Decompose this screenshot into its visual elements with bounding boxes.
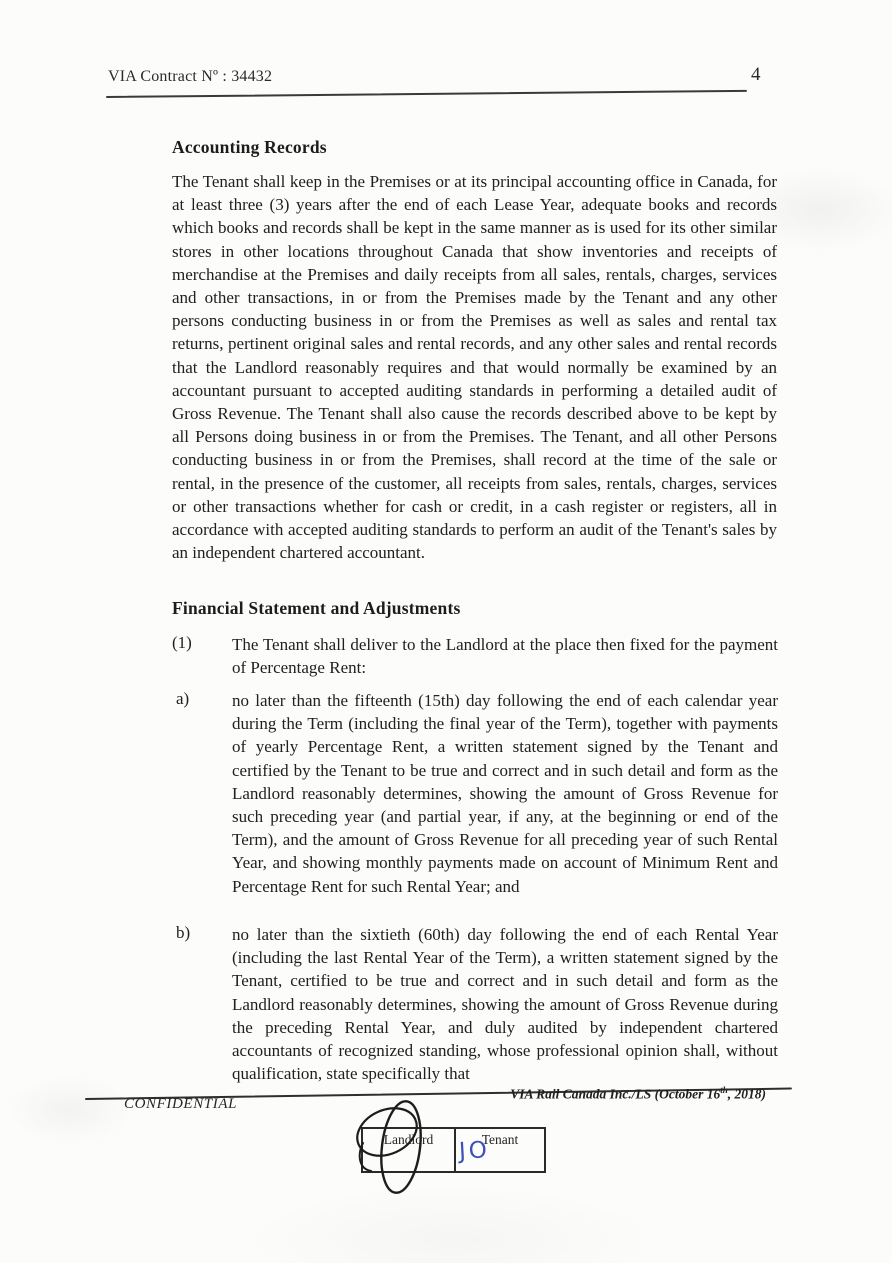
item-text-b: no later than the sixtieth (60th) day following the end of each Rental Year (including the last Rental Year of the Term), a written statement signed by the Tenant, certified to be true and correct and in such detail and form as the Landlord reasonably determines, showing the amount of Gross Revenue during the preceding Rental Year, and duly audited by independent chartered accountants of recognized standing, whose professional opinion shall, without qualification, state specifically that <box>232 925 778 1084</box>
confidential-label: CONFIDENTIAL <box>124 1096 238 1112</box>
section-heading-accounting-records: Accounting Records <box>172 137 327 157</box>
footer-credit-main: VIA Rail Canada Inc./LS (October 16 <box>510 1086 721 1102</box>
item-marker-1: (1) <box>172 633 192 652</box>
tenant-initials-handwriting: JO <box>458 1137 491 1165</box>
item-text-a: no later than the fifteenth (15th) day following the end of each calendar year during the Term (including the final year of the Term), together with payments of yearly Percentage Rent, a written statement signed by the Tenant and certified by the Tenant to be true and correct and in such detail and form as the Landlord reasonably determines, showing the amount of Gross Revenue for such preceding year (and partial year, if any, at the beginning or end of the Term), and the amount of Gross Revenue for all preceding year of such Rental Year, and showing monthly payments made on account of Minimum Rent and Percentage Rent for such Rental Year; and <box>232 691 778 896</box>
landlord-signature-cell <box>363 1129 456 1171</box>
footer-credit-end: , 2018) <box>727 1086 766 1102</box>
item-text-1: The Tenant shall deliver to the Landlord at the place then fixed for the payment of Percentage Rent: <box>232 635 778 678</box>
landlord-label: Landlord <box>383 1132 434 1147</box>
header-rule <box>106 90 747 98</box>
page-number: 4 <box>751 64 761 85</box>
item-marker-a: a) <box>176 689 190 708</box>
contract-number: VIA Contract Nº : 34432 <box>108 68 273 85</box>
footer-credit <box>510 1085 766 1103</box>
item-marker-b: b) <box>176 923 191 942</box>
section-heading-financial-statement: Financial Statement and Adjustments <box>172 598 461 618</box>
tenant-label: Tenant <box>481 1132 519 1147</box>
footer-credit-superscript: th <box>720 1085 728 1095</box>
signature-table <box>361 1127 546 1173</box>
paragraph-accounting-records: The Tenant shall keep in the Premises or at its principal accounting office in Canada, for at least three (3) years after the end of each Lease Year, adequate books and records which books and records shall be kept in the same manner as is used for its other similar stores in other locations throughout Canada that show inventories and receipts of merchandise at the Premises and daily receipts from all sales, rentals, charges, services and other transactions, in or from the Premises made by the Tenant and any other persons conducting business in or from the Premises as well as sales and rental tax returns, pertinent original sales and rental records, and any other sales and rental records that the Landlord reasonably requires and that would normally be examined by an accountant pursuant to accepted auditing standards in performing a detailed audit of Gross Revenue. The Tenant shall also cause the records described above to be kept by all Persons doing business in or from the Premises. The Tenant, and all other Persons conducting business in or from the Premises, shall record at the time of the sale or rental, in the presence of the customer, all receipts from sales, rentals, charges, services or other transactions whether for cash or credit, in a cash register or registers, all in accordance with accepted auditing standards to perform an audit of the Tenant's sales by an independent chartered accountant. <box>172 172 777 563</box>
